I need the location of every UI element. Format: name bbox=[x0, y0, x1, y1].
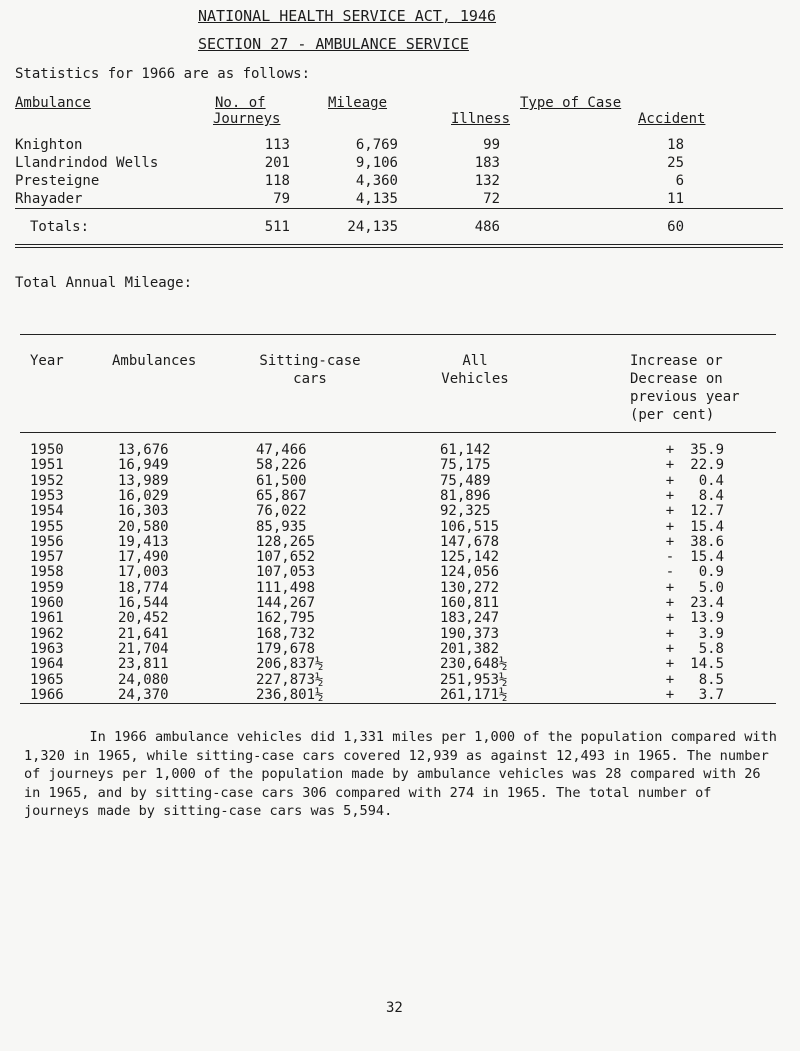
page-number: 32 bbox=[386, 1000, 403, 1016]
change-percent: 0.9 bbox=[698, 564, 724, 581]
change-sign: + bbox=[665, 487, 675, 504]
col-header-change-line4: (per cent) bbox=[630, 407, 715, 423]
col-header-accident: Accident bbox=[638, 111, 706, 127]
year-value: 1963 bbox=[30, 640, 64, 657]
year-value: 1955 bbox=[30, 518, 64, 535]
ambulances-value: 20,580 bbox=[118, 518, 169, 535]
year-value: 1959 bbox=[30, 579, 64, 596]
document-title: NATIONAL HEALTH SERVICE ACT, 1946 bbox=[198, 7, 497, 25]
year-value: 1950 bbox=[30, 442, 64, 458]
table2-rule-header bbox=[20, 432, 776, 433]
sitting-case-value: 168,732 bbox=[256, 625, 316, 642]
change-sign: + bbox=[665, 442, 675, 458]
sitting-case-value: 179,678 bbox=[256, 640, 316, 657]
intro-text: Statistics for 1966 are as follows: bbox=[15, 66, 311, 82]
all-vehicles-value: 251,953½ bbox=[440, 671, 508, 688]
ambulances-value: 20,452 bbox=[118, 610, 169, 627]
station-name: Rhayader bbox=[15, 191, 83, 207]
change-sign: + bbox=[665, 472, 675, 489]
accident-value: 25 bbox=[667, 155, 684, 171]
sitting-case-value: 107,053 bbox=[256, 564, 316, 581]
table1-rule-bottom-2 bbox=[15, 247, 783, 248]
all-vehicles-value: 75,489 bbox=[440, 472, 491, 489]
mileage-heading: Total Annual Mileage: bbox=[15, 275, 193, 291]
change-sign: - bbox=[665, 564, 675, 581]
sitting-case-value: 162,795 bbox=[256, 610, 316, 627]
sitting-case-value: 58,226 bbox=[256, 457, 307, 474]
summary-paragraph: In 1966 ambulance vehicles did 1,331 miles per 1,000 of the population compared with 1,320 in 1965, while sitting-case cars covered 12,939 as against 12,493 in 1965. The number of journeys per 1,000 of the population made by ambulance vehicles was 28 compared with 26 in 1965, and by sitting-case cars 306 compared with 274 in 1965. The total number of journeys made by sitting-case cars was 5,594. bbox=[24, 729, 786, 819]
change-percent: 35.9 bbox=[690, 442, 724, 458]
totals-journeys: 511 bbox=[264, 219, 290, 235]
table2-rule-bottom bbox=[20, 703, 776, 704]
sitting-case-value: 61,500 bbox=[256, 472, 307, 489]
col-header-change-line1: Increase or bbox=[630, 353, 723, 369]
year-value: 1961 bbox=[30, 610, 64, 627]
col-header-sitting-line1: Sitting-case bbox=[259, 353, 361, 369]
col-header-journeys-line1: No. of bbox=[215, 95, 266, 111]
accident-value: 11 bbox=[667, 191, 684, 207]
change-sign: + bbox=[665, 686, 675, 703]
mileage-value: 4,360 bbox=[355, 173, 398, 189]
change-sign: + bbox=[665, 656, 675, 673]
year-value: 1951 bbox=[30, 457, 64, 474]
change-percent: 8.5 bbox=[698, 671, 724, 688]
all-vehicles-value: 230,648½ bbox=[440, 656, 508, 673]
sitting-case-value: 47,466 bbox=[256, 442, 307, 458]
totals-illness: 486 bbox=[474, 219, 500, 235]
ambulances-value: 23,811 bbox=[118, 656, 169, 673]
all-vehicles-value: 160,811 bbox=[440, 595, 500, 611]
change-sign: + bbox=[665, 518, 675, 535]
change-percent: 23.4 bbox=[690, 595, 724, 611]
all-vehicles-value: 92,325 bbox=[440, 503, 491, 520]
change-sign: - bbox=[665, 549, 675, 566]
col-header-all-line1: All bbox=[462, 353, 488, 369]
col-header-change-line2: Decrease on bbox=[630, 371, 723, 387]
year-value: 1958 bbox=[30, 564, 64, 581]
col-header-ambulances: Ambulances bbox=[112, 353, 197, 369]
all-vehicles-value: 106,515 bbox=[440, 518, 500, 535]
change-sign: + bbox=[665, 671, 675, 688]
accident-value: 6 bbox=[675, 173, 684, 189]
journeys-value: 113 bbox=[264, 137, 290, 153]
change-sign: + bbox=[665, 640, 675, 657]
year-value: 1954 bbox=[30, 503, 64, 520]
ambulances-value: 16,544 bbox=[118, 595, 169, 611]
change-percent: 15.4 bbox=[690, 549, 724, 566]
year-value: 1957 bbox=[30, 549, 64, 566]
illness-value: 132 bbox=[474, 173, 500, 189]
table1-rule bbox=[15, 208, 783, 209]
journeys-value: 79 bbox=[273, 191, 290, 207]
totals-label: Totals: bbox=[30, 219, 90, 235]
all-vehicles-value: 147,678 bbox=[440, 533, 500, 550]
year-value: 1964 bbox=[30, 656, 64, 673]
change-percent: 12.7 bbox=[690, 503, 724, 520]
change-sign: + bbox=[665, 533, 675, 550]
change-percent: 5.8 bbox=[698, 640, 724, 657]
all-vehicles-value: 125,142 bbox=[440, 549, 500, 566]
change-sign: + bbox=[665, 503, 675, 520]
journeys-value: 118 bbox=[264, 173, 290, 189]
ambulances-value: 24,370 bbox=[118, 686, 169, 703]
mileage-value: 9,106 bbox=[355, 155, 398, 171]
change-percent: 5.0 bbox=[698, 579, 724, 596]
ambulances-value: 17,003 bbox=[118, 564, 169, 581]
col-header-change-line3: previous year bbox=[630, 389, 740, 405]
change-sign: + bbox=[665, 579, 675, 596]
station-name: Knighton bbox=[15, 137, 83, 153]
col-header-journeys-line2: Journeys bbox=[213, 111, 281, 127]
station-name: Llandrindod Wells bbox=[15, 155, 159, 171]
change-sign: + bbox=[665, 457, 675, 474]
ambulances-value: 19,413 bbox=[118, 533, 169, 550]
year-value: 1966 bbox=[30, 686, 64, 703]
sitting-case-value: 128,265 bbox=[256, 533, 316, 550]
change-percent: 3.9 bbox=[698, 625, 724, 642]
ambulances-value: 16,029 bbox=[118, 487, 169, 504]
sitting-case-value: 76,022 bbox=[256, 503, 307, 520]
ambulances-value: 24,080 bbox=[118, 671, 169, 688]
change-sign: + bbox=[665, 625, 675, 642]
ambulances-value: 21,704 bbox=[118, 640, 169, 657]
all-vehicles-value: 75,175 bbox=[440, 457, 491, 474]
mileage-value: 4,135 bbox=[355, 191, 398, 207]
col-header-all-line2: Vehicles bbox=[441, 371, 509, 387]
sitting-case-value: 111,498 bbox=[256, 579, 316, 596]
ambulances-value: 17,490 bbox=[118, 549, 169, 566]
ambulances-value: 13,989 bbox=[118, 472, 169, 489]
sitting-case-value: 236,801½ bbox=[256, 686, 324, 703]
col-header-ambulance: Ambulance bbox=[15, 95, 91, 111]
ambulances-value: 21,641 bbox=[118, 625, 169, 642]
accident-value: 18 bbox=[667, 137, 684, 153]
ambulances-value: 16,303 bbox=[118, 503, 169, 520]
change-percent: 22.9 bbox=[690, 457, 724, 474]
all-vehicles-value: 130,272 bbox=[440, 579, 500, 596]
all-vehicles-value: 61,142 bbox=[440, 442, 491, 458]
ambulances-value: 16,949 bbox=[118, 457, 169, 474]
year-value: 1952 bbox=[30, 472, 64, 489]
mileage-value: 6,769 bbox=[355, 137, 398, 153]
change-percent: 14.5 bbox=[690, 656, 724, 673]
change-percent: 38.6 bbox=[690, 533, 724, 550]
all-vehicles-value: 261,171½ bbox=[440, 686, 508, 703]
col-header-year: Year bbox=[30, 353, 64, 369]
station-name: Presteigne bbox=[15, 173, 100, 189]
totals-mileage: 24,135 bbox=[347, 219, 398, 235]
change-percent: 15.4 bbox=[690, 518, 724, 535]
year-value: 1960 bbox=[30, 595, 64, 611]
col-header-illness: Illness bbox=[451, 111, 511, 127]
journeys-value: 201 bbox=[264, 155, 290, 171]
year-value: 1962 bbox=[30, 625, 64, 642]
ambulances-value: 13,676 bbox=[118, 442, 169, 458]
all-vehicles-value: 183,247 bbox=[440, 610, 500, 627]
ambulances-value: 18,774 bbox=[118, 579, 169, 596]
all-vehicles-value: 201,382 bbox=[440, 640, 500, 657]
table1-rule-bottom-1 bbox=[15, 244, 783, 245]
change-percent: 3.7 bbox=[698, 686, 724, 703]
totals-accident: 60 bbox=[667, 219, 684, 235]
col-header-sitting-line2: cars bbox=[293, 371, 327, 387]
change-percent: 0.4 bbox=[698, 472, 724, 489]
change-sign: + bbox=[665, 595, 675, 611]
sitting-case-value: 65,867 bbox=[256, 487, 307, 504]
all-vehicles-value: 190,373 bbox=[440, 625, 500, 642]
illness-value: 72 bbox=[483, 191, 500, 207]
table2-rule-top bbox=[20, 334, 776, 335]
year-value: 1965 bbox=[30, 671, 64, 688]
all-vehicles-value: 124,056 bbox=[440, 564, 500, 581]
sitting-case-value: 85,935 bbox=[256, 518, 307, 535]
change-sign: + bbox=[665, 610, 675, 627]
all-vehicles-value: 81,896 bbox=[440, 487, 491, 504]
sitting-case-value: 206,837½ bbox=[256, 656, 324, 673]
change-percent: 8.4 bbox=[698, 487, 724, 504]
sitting-case-value: 227,873½ bbox=[256, 671, 324, 688]
section-title: SECTION 27 - AMBULANCE SERVICE bbox=[198, 35, 469, 53]
change-percent: 13.9 bbox=[690, 610, 724, 627]
year-value: 1956 bbox=[30, 533, 64, 550]
illness-value: 99 bbox=[483, 137, 500, 153]
year-value: 1953 bbox=[30, 487, 64, 504]
illness-value: 183 bbox=[474, 155, 500, 171]
sitting-case-value: 144,267 bbox=[256, 595, 316, 611]
col-header-type-of-case: Type of Case bbox=[520, 95, 622, 111]
sitting-case-value: 107,652 bbox=[256, 549, 316, 566]
col-header-mileage: Mileage bbox=[328, 95, 388, 111]
